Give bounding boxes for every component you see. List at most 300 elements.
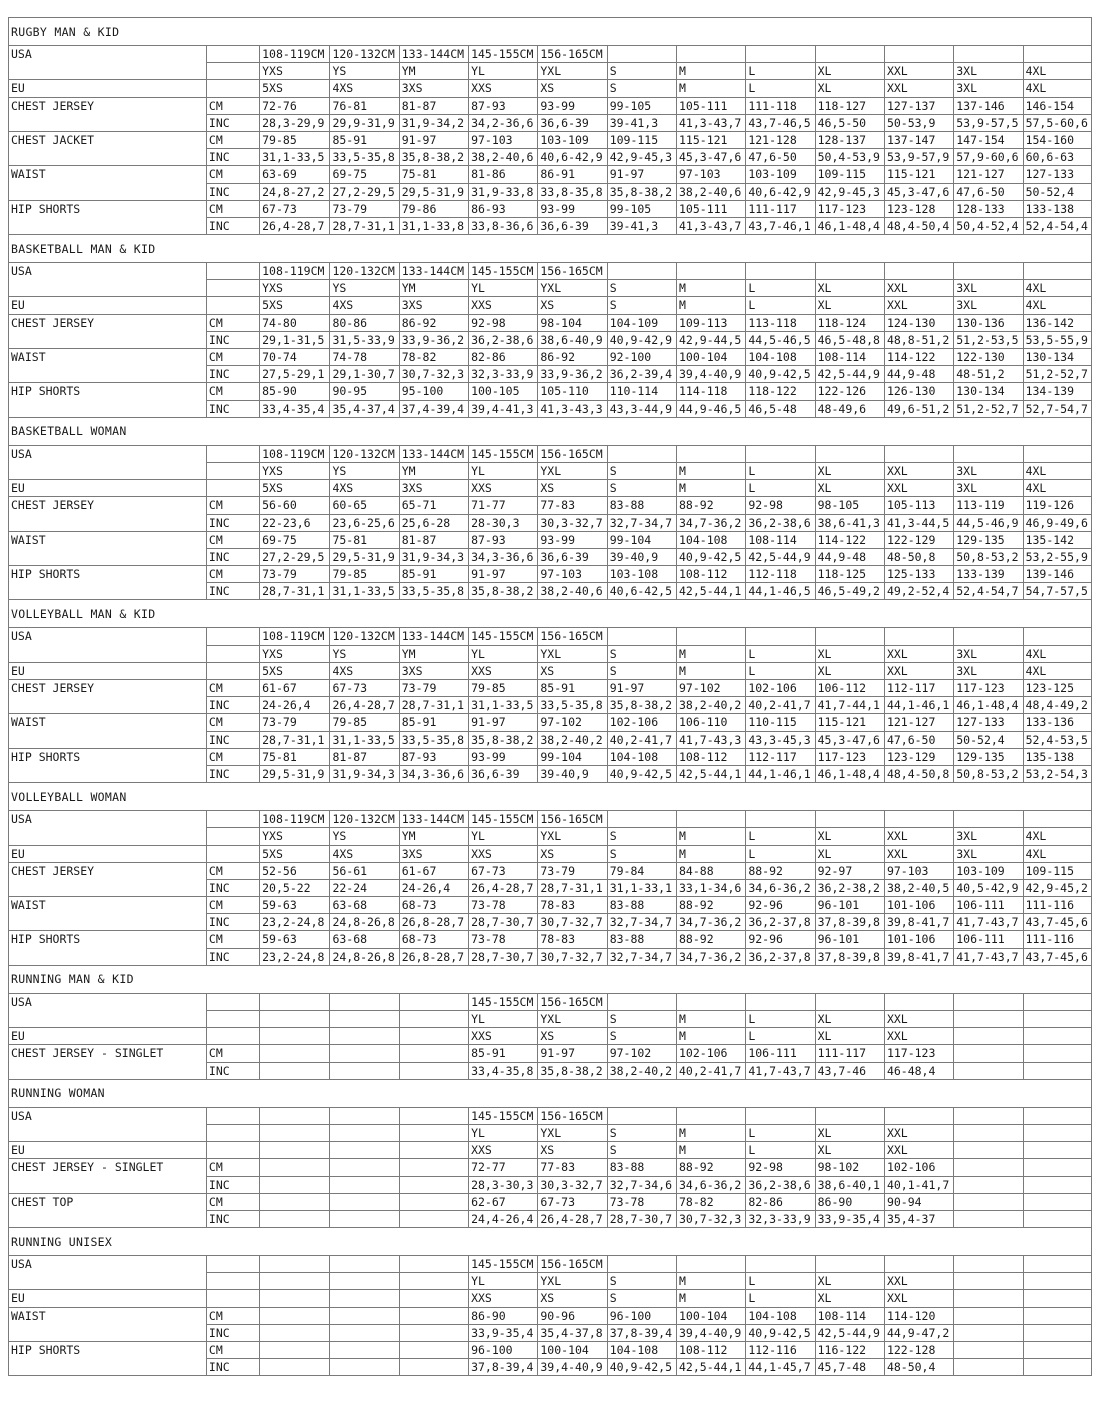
unit-inc: INC <box>206 400 259 417</box>
unit-cm: CM <box>206 200 259 217</box>
eu-size: XS <box>538 1142 607 1159</box>
inc-value: 40,9-42,9 <box>607 331 676 348</box>
cm-value: 90-94 <box>884 1193 953 1210</box>
cm-value: 123-129 <box>884 748 953 765</box>
measure-cm-row <box>9 531 1092 548</box>
inc-value: 48-49,6 <box>815 400 884 417</box>
unit-cm: CM <box>206 1342 259 1359</box>
height-range: 145-155CM <box>469 993 538 1010</box>
inc-value: 44,9-46,5 <box>677 400 746 417</box>
table-cell <box>607 263 676 280</box>
cm-value: 111-118 <box>746 97 815 114</box>
cm-value: 67-73 <box>538 1193 607 1210</box>
table-cell <box>1023 46 1091 63</box>
inc-value <box>1023 1324 1091 1341</box>
cm-value: 69-75 <box>260 531 330 548</box>
inc-value: 32,7-34,7 <box>607 948 676 965</box>
cm-value: 126-130 <box>884 383 953 400</box>
cm-value: 135-142 <box>1023 531 1091 548</box>
inc-value: 43,7-45,6 <box>1023 914 1091 931</box>
eu-label: EU <box>9 480 207 497</box>
unit-cm: CM <box>206 862 259 879</box>
inc-value: 52,7-54,7 <box>1023 400 1091 417</box>
usa-size <box>954 1273 1023 1290</box>
cm-value: 108-112 <box>677 748 746 765</box>
inc-value: 24,8-26,8 <box>330 914 399 931</box>
measure-label-cont <box>9 183 207 200</box>
height-row <box>9 263 1092 280</box>
eu-size: M <box>677 662 746 679</box>
table-cell <box>884 993 953 1010</box>
cm-value: 81-86 <box>469 166 538 183</box>
usa-size: YXS <box>260 645 330 662</box>
table-cell <box>815 263 884 280</box>
eu-size <box>330 1290 399 1307</box>
inc-value: 40,9-42,5 <box>607 1359 676 1376</box>
usa-size: S <box>607 1273 676 1290</box>
inc-value <box>1023 1062 1091 1079</box>
cm-value: 103-108 <box>607 566 676 583</box>
inc-value: 36,6-39 <box>469 765 538 782</box>
inc-value: 31,9-34,2 <box>399 114 468 131</box>
inc-value: 35,8-38,2 <box>607 697 676 714</box>
inc-value <box>260 1062 330 1079</box>
cm-value: 136-142 <box>1023 314 1091 331</box>
eu-size: XXS <box>469 1028 538 1045</box>
cm-value: 81-87 <box>330 748 399 765</box>
measure-cm-row <box>9 97 1092 114</box>
cm-value: 87-93 <box>469 531 538 548</box>
inc-value: 39,4-40,9 <box>677 1324 746 1341</box>
table-cell <box>954 1107 1023 1124</box>
inc-value: 40,6-42,9 <box>538 149 607 166</box>
usa-size-row <box>9 1124 1092 1141</box>
unit-inc: INC <box>206 879 259 896</box>
cm-value: 91-97 <box>607 680 676 697</box>
table-cell <box>815 46 884 63</box>
height-range: 145-155CM <box>469 628 538 645</box>
usa-size: S <box>607 462 676 479</box>
section-title: RUGBY MAN & KID <box>9 18 1092 46</box>
height-range: 120-132CM <box>330 811 399 828</box>
inc-value: 40,2-41,7 <box>677 1062 746 1079</box>
inc-value: 33,9-36,2 <box>538 366 607 383</box>
usa-size: L <box>746 828 815 845</box>
inc-value: 36,2-38,6 <box>746 514 815 531</box>
height-range: 120-132CM <box>330 445 399 462</box>
inc-value: 46,5-49,2 <box>815 583 884 600</box>
measure-label-cont <box>9 697 207 714</box>
cm-value: 104-108 <box>607 748 676 765</box>
inc-value: 42,5-44,1 <box>677 765 746 782</box>
inc-value: 48,8-51,2 <box>884 331 953 348</box>
cm-value: 61-67 <box>260 680 330 697</box>
eu-size: XL <box>815 297 884 314</box>
usa-size: XXL <box>884 828 953 845</box>
cm-value: 114-122 <box>884 349 953 366</box>
inc-value <box>260 1210 330 1227</box>
inc-value: 48-51,2 <box>954 366 1023 383</box>
cm-value: 97-102 <box>538 714 607 731</box>
usa-label-cont <box>9 1273 207 1290</box>
unit-cm: CM <box>206 748 259 765</box>
inc-value: 44,1-45,7 <box>746 1359 815 1376</box>
cm-value: 125-133 <box>884 566 953 583</box>
inc-value: 31,9-34,3 <box>399 548 468 565</box>
cm-value: 86-90 <box>815 1193 884 1210</box>
measure-inc-row <box>9 114 1092 131</box>
cm-value: 112-118 <box>746 566 815 583</box>
table-cell <box>746 445 815 462</box>
cm-value: 74-80 <box>260 314 330 331</box>
eu-size: 4XL <box>1023 662 1091 679</box>
cm-value: 118-122 <box>746 383 815 400</box>
cm-value: 73-79 <box>399 680 468 697</box>
measure-cm-row <box>9 1159 1092 1176</box>
unit-cell <box>206 828 259 845</box>
inc-value: 35,4-37 <box>884 1210 953 1227</box>
height-range: 156-165CM <box>538 263 607 280</box>
unit-cm: CM <box>206 897 259 914</box>
inc-value: 22-24 <box>330 879 399 896</box>
measure-inc-row <box>9 914 1092 931</box>
cm-value: 134-139 <box>1023 383 1091 400</box>
eu-size: XS <box>538 1028 607 1045</box>
inc-value: 33,4-35,8 <box>469 1062 538 1079</box>
measure-label-cont <box>9 914 207 931</box>
table-cell <box>1023 1107 1091 1124</box>
cm-value: 121-127 <box>884 714 953 731</box>
inc-value <box>399 1359 468 1376</box>
measure-label: CHEST JERSEY - SINGLET <box>9 1045 207 1062</box>
inc-value: 31,9-34,3 <box>330 765 399 782</box>
cm-value: 101-106 <box>884 931 953 948</box>
cm-value: 105-113 <box>884 497 953 514</box>
eu-size: 5XS <box>260 662 330 679</box>
inc-value: 30,7-32,3 <box>399 366 468 383</box>
inc-value: 37,8-39,4 <box>607 1324 676 1341</box>
eu-size-row <box>9 1290 1092 1307</box>
inc-value: 46,1-48,4 <box>954 697 1023 714</box>
eu-size: XL <box>815 1028 884 1045</box>
inc-value <box>954 1176 1023 1193</box>
inc-value: 29,5-31,9 <box>260 765 330 782</box>
measure-inc-row <box>9 366 1092 383</box>
height-range: 133-144CM <box>399 263 468 280</box>
measure-label: WAIST <box>9 166 207 183</box>
usa-size: 3XL <box>954 280 1023 297</box>
inc-value: 29,5-31,9 <box>399 183 468 200</box>
inc-value: 48,4-50,8 <box>884 765 953 782</box>
eu-size: 4XL <box>1023 297 1091 314</box>
inc-value: 53,9-57,9 <box>884 149 953 166</box>
inc-value: 50-53,9 <box>884 114 953 131</box>
inc-value: 28,7-31,1 <box>330 217 399 234</box>
measure-cm-row <box>9 714 1092 731</box>
cm-value <box>954 1193 1023 1210</box>
unit-inc: INC <box>206 765 259 782</box>
inc-value: 49,6-51,2 <box>884 400 953 417</box>
inc-value <box>330 1062 399 1079</box>
cm-value: 105-110 <box>538 383 607 400</box>
height-row <box>9 993 1092 1010</box>
unit-inc: INC <box>206 731 259 748</box>
inc-value: 40,1-41,7 <box>884 1176 953 1193</box>
usa-size <box>399 1124 468 1141</box>
inc-value: 28,7-31,1 <box>260 583 330 600</box>
table-cell <box>607 628 676 645</box>
cm-value: 146-154 <box>1023 97 1091 114</box>
cm-value: 79-86 <box>399 200 468 217</box>
inc-value: 43,3-44,9 <box>607 400 676 417</box>
cm-value: 73-79 <box>260 714 330 731</box>
usa-size: YM <box>399 828 468 845</box>
eu-size: XL <box>815 845 884 862</box>
cm-value: 63-69 <box>260 166 330 183</box>
measure-label-cont <box>9 1176 207 1193</box>
unit-cm: CM <box>206 566 259 583</box>
unit-inc: INC <box>206 149 259 166</box>
height-range <box>399 1107 468 1124</box>
cm-value <box>399 1045 468 1062</box>
cm-value: 102-106 <box>884 1159 953 1176</box>
measure-label: CHEST JERSEY <box>9 680 207 697</box>
measure-inc-row <box>9 400 1092 417</box>
measure-label-cont <box>9 366 207 383</box>
inc-value: 38,2-40,6 <box>469 149 538 166</box>
eu-size: S <box>607 1290 676 1307</box>
usa-size: YL <box>469 462 538 479</box>
eu-size: L <box>746 1142 815 1159</box>
height-range: 145-155CM <box>469 1256 538 1273</box>
usa-size: S <box>607 280 676 297</box>
cm-value: 101-106 <box>884 897 953 914</box>
usa-size: YXL <box>538 63 607 80</box>
cm-value: 60-65 <box>330 497 399 514</box>
measure-label: CHEST JERSEY <box>9 314 207 331</box>
table-cell <box>677 1107 746 1124</box>
usa-size: YS <box>330 828 399 845</box>
height-row <box>9 628 1092 645</box>
inc-value: 57,9-60,6 <box>954 149 1023 166</box>
cm-value: 99-104 <box>607 531 676 548</box>
inc-value: 43,7-46 <box>815 1062 884 1079</box>
measure-label: WAIST <box>9 714 207 731</box>
inc-value: 52,4-54,4 <box>1023 217 1091 234</box>
cm-value: 112-117 <box>746 748 815 765</box>
inc-value: 47,6-50 <box>884 731 953 748</box>
usa-label: USA <box>9 811 207 828</box>
cm-value: 80-86 <box>330 314 399 331</box>
measure-label-cont <box>9 114 207 131</box>
height-range: 156-165CM <box>538 811 607 828</box>
height-range: 145-155CM <box>469 1107 538 1124</box>
inc-value: 41,7-43,7 <box>954 914 1023 931</box>
unit-cm: CM <box>206 714 259 731</box>
usa-size: S <box>607 1124 676 1141</box>
table-cell <box>746 263 815 280</box>
measure-label-cont <box>9 948 207 965</box>
section-title-row <box>9 1079 1092 1107</box>
cm-value: 130-134 <box>954 383 1023 400</box>
measure-inc-row <box>9 731 1092 748</box>
inc-value: 48,4-50,4 <box>884 217 953 234</box>
inc-value: 31,1-33,1 <box>607 879 676 896</box>
inc-value: 50,8-53,2 <box>954 765 1023 782</box>
usa-size-row <box>9 63 1092 80</box>
usa-size: YM <box>399 645 468 662</box>
table-cell <box>884 811 953 828</box>
inc-value <box>954 1359 1023 1376</box>
usa-size: 3XL <box>954 828 1023 845</box>
inc-value: 38,6-40,9 <box>538 331 607 348</box>
measure-cm-row <box>9 1342 1092 1359</box>
table-cell <box>746 811 815 828</box>
measure-cm-row <box>9 497 1092 514</box>
usa-size: XXL <box>884 1011 953 1028</box>
cm-value: 85-91 <box>469 1045 538 1062</box>
cm-value <box>399 1307 468 1324</box>
cm-value: 121-127 <box>954 166 1023 183</box>
cm-value: 127-133 <box>1023 166 1091 183</box>
cm-value: 78-83 <box>538 931 607 948</box>
table-cell <box>815 1256 884 1273</box>
eu-size: S <box>607 662 676 679</box>
measure-inc-row <box>9 948 1092 965</box>
eu-size <box>260 1028 330 1045</box>
inc-value: 36,2-37,8 <box>746 914 815 931</box>
inc-value: 33,8-36,6 <box>469 217 538 234</box>
usa-size-row <box>9 280 1092 297</box>
measure-cm-row <box>9 680 1092 697</box>
eu-size <box>330 1028 399 1045</box>
cm-value: 93-99 <box>538 97 607 114</box>
usa-size: S <box>607 828 676 845</box>
inc-value: 57,5-60,6 <box>1023 114 1091 131</box>
inc-value: 38,2-40,5 <box>884 879 953 896</box>
measure-label-cont <box>9 1210 207 1227</box>
height-range <box>260 993 330 1010</box>
inc-value: 42,5-44,9 <box>815 1324 884 1341</box>
usa-size: YXS <box>260 828 330 845</box>
table-cell <box>815 628 884 645</box>
height-range <box>260 1107 330 1124</box>
cm-value <box>1023 1159 1091 1176</box>
unit-cell <box>206 1107 259 1124</box>
eu-size: 3XS <box>399 662 468 679</box>
unit-cm: CM <box>206 97 259 114</box>
eu-size: XL <box>815 662 884 679</box>
height-range: 133-144CM <box>399 46 468 63</box>
measure-inc-row <box>9 548 1092 565</box>
cm-value: 62-67 <box>469 1193 538 1210</box>
measure-cm-row <box>9 1193 1092 1210</box>
usa-size: L <box>746 1273 815 1290</box>
eu-size: S <box>607 480 676 497</box>
inc-value: 34,7-36,2 <box>677 948 746 965</box>
usa-size: YM <box>399 63 468 80</box>
cm-value: 100-105 <box>469 383 538 400</box>
measure-label: HIP SHORTS <box>9 931 207 948</box>
inc-value: 42,9-45,3 <box>815 183 884 200</box>
table-cell <box>677 445 746 462</box>
inc-value: 50,4-52,4 <box>954 217 1023 234</box>
measure-inc-row <box>9 879 1092 896</box>
cm-value: 73-78 <box>469 931 538 948</box>
section-title: RUNNING MAN & KID <box>9 965 1092 993</box>
unit-cm: CM <box>206 349 259 366</box>
measure-label: CHEST JERSEY <box>9 97 207 114</box>
cm-value: 72-76 <box>260 97 330 114</box>
inc-value: 39,4-40,9 <box>677 366 746 383</box>
inc-value: 43,7-45,6 <box>1023 948 1091 965</box>
cm-value <box>1023 1193 1091 1210</box>
cm-value: 102-106 <box>607 714 676 731</box>
table-cell <box>815 811 884 828</box>
cm-value: 96-100 <box>469 1342 538 1359</box>
usa-size: M <box>677 462 746 479</box>
usa-size: YM <box>399 462 468 479</box>
eu-size-row <box>9 80 1092 97</box>
measure-label-cont <box>9 514 207 531</box>
cm-value: 73-78 <box>469 897 538 914</box>
cm-value: 76-81 <box>330 97 399 114</box>
eu-size-row <box>9 1028 1092 1045</box>
unit-cell <box>206 1124 259 1141</box>
size-chart-table <box>8 17 1092 1376</box>
inc-value: 44,9-48 <box>815 548 884 565</box>
cm-value: 78-83 <box>538 897 607 914</box>
cm-value: 97-103 <box>538 566 607 583</box>
usa-label-cont <box>9 462 207 479</box>
cm-value: 97-103 <box>884 862 953 879</box>
usa-size: 3XL <box>954 645 1023 662</box>
eu-size: XS <box>538 1290 607 1307</box>
eu-size: 3XL <box>954 480 1023 497</box>
cm-value: 85-91 <box>399 714 468 731</box>
cm-value <box>399 1342 468 1359</box>
cm-value: 106-111 <box>746 1045 815 1062</box>
cm-value: 86-93 <box>469 200 538 217</box>
eu-size: 4XL <box>1023 480 1091 497</box>
usa-size: M <box>677 1124 746 1141</box>
unit-cell <box>206 63 259 80</box>
table-cell <box>954 1256 1023 1273</box>
height-range: 156-165CM <box>538 993 607 1010</box>
cm-value: 108-112 <box>677 566 746 583</box>
inc-value: 51,2-52,7 <box>954 400 1023 417</box>
inc-value: 34,3-36,6 <box>399 765 468 782</box>
cm-value: 85-91 <box>538 680 607 697</box>
eu-size: 4XL <box>1023 845 1091 862</box>
table-cell <box>607 46 676 63</box>
inc-value: 36,6-39 <box>538 114 607 131</box>
usa-label-cont <box>9 828 207 845</box>
cm-value: 110-115 <box>746 714 815 731</box>
inc-value: 39-40,9 <box>538 765 607 782</box>
inc-value <box>399 1176 468 1193</box>
inc-value: 36,6-39 <box>538 217 607 234</box>
cm-value: 122-128 <box>884 1342 953 1359</box>
cm-value: 122-126 <box>815 383 884 400</box>
usa-size: YS <box>330 462 399 479</box>
cm-value: 117-123 <box>954 680 1023 697</box>
unit-inc: INC <box>206 1324 259 1341</box>
inc-value: 34,7-36,2 <box>677 914 746 931</box>
height-range: 145-155CM <box>469 811 538 828</box>
inc-value: 29,5-31,9 <box>330 548 399 565</box>
cm-value: 130-136 <box>954 314 1023 331</box>
